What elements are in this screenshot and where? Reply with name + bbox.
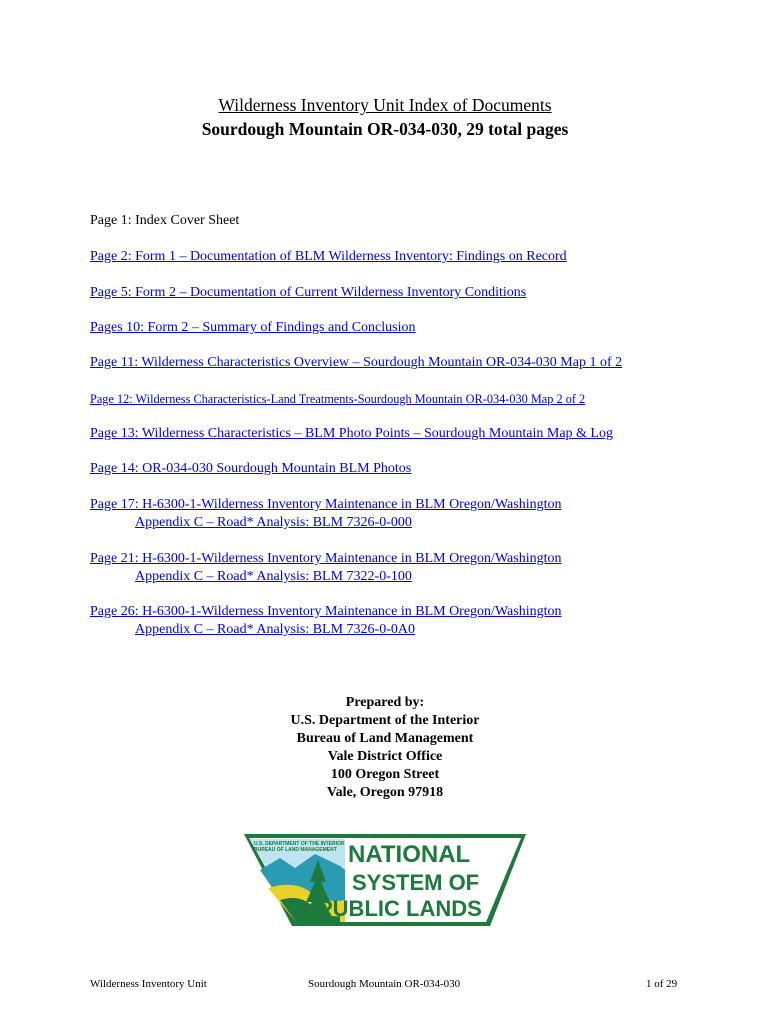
logo-seal-line1: U.S. DEPARTMENT OF THE INTERIOR [254,841,345,847]
logo-word-national: NATIONAL [348,841,471,868]
footer-page-number: 1 of 29 [646,978,678,990]
prepared-by-heading: Prepared by: [345,695,425,710]
prepared-by-bureau: Bureau of Land Management [296,731,474,746]
index-link-page-21-line1[interactable]: Page 21: H-6300-1-Wilderness Inventory Maintenance in BLM Oregon/Washington [90,551,562,566]
index-link-page-17-line2-text[interactable]: Appendix C – Road* Analysis: BLM 7326-0-000 [135,515,412,530]
index-link-page-21-line2-text[interactable]: Appendix C – Road* Analysis: BLM 7322-0-100 [135,569,412,584]
prepared-by-block [0,694,770,802]
index-link-page-26[interactable] [90,603,561,639]
index-link-page-21-line2[interactable] [90,568,561,586]
index-entry-page-1: Page 1: Index Cover Sheet [90,213,240,228]
index-link-page-10[interactable]: Pages 10: Form 2 – Summary of Findings and Conclusion [90,320,416,335]
index-link-page-17-line1[interactable]: Page 17: H-6300-1-Wilderness Inventory Maintenance in BLM Oregon/Washington [90,497,562,512]
index-link-page-21[interactable] [90,550,561,586]
national-system-of-public-lands-logo [240,830,530,930]
index-link-page-2[interactable]: Page 2: Form 1 – Documentation of BLM Wilderness Inventory: Findings on Record [90,249,567,264]
index-link-page-12[interactable]: Page 12: Wilderness Characteristics-Land Treatments-Sourdough Mountain OR-034-030 Map 2 of 2 [90,392,586,406]
prepared-by-office: Vale District Office [327,749,443,764]
nspl-logo-graphic [240,830,530,930]
logo-word-public-lands: PUBLIC LANDS [318,896,482,921]
unit-subtitle: Sourdough Mountain OR-034-030, 29 total pages [201,119,569,139]
index-link-page-11[interactable]: Page 11: Wilderness Characteristics Overview – Sourdough Mountain OR-034-030 Map 1 of 2 [90,355,623,370]
footer-left: Wilderness Inventory Unit [90,978,207,990]
index-title: Wilderness Inventory Unit Index of Documents [218,95,552,115]
index-link-page-26-line2[interactable] [90,621,561,639]
index-link-page-17-line2[interactable] [90,514,561,532]
index-link-page-17[interactable] [90,496,561,532]
index-link-page-26-line1[interactable]: Page 26: H-6300-1-Wilderness Inventory Maintenance in BLM Oregon/Washington [90,604,562,619]
index-link-page-13[interactable]: Page 13: Wilderness Characteristics – BLM Photo Points – Sourdough Mountain Map & Log [90,426,613,441]
index-link-page-5[interactable]: Page 5: Form 2 – Documentation of Current Wilderness Inventory Conditions [90,285,527,300]
logo-word-system-of: SYSTEM OF [352,870,480,895]
prepared-by-street: 100 Oregon Street [330,767,440,782]
index-link-page-14[interactable]: Page 14: OR-034-030 Sourdough Mountain BLM Photos [90,461,412,476]
logo-seal-line2: BUREAU OF LAND MANAGEMENT [254,847,337,853]
footer-center: Sourdough Mountain OR-034-030 [308,978,461,990]
prepared-by-department: U.S. Department of the Interior [290,713,480,728]
prepared-by-city: Vale, Oregon 97918 [326,785,444,800]
index-link-page-26-line2-text[interactable]: Appendix C – Road* Analysis: BLM 7326-0-0A0 [135,622,415,637]
